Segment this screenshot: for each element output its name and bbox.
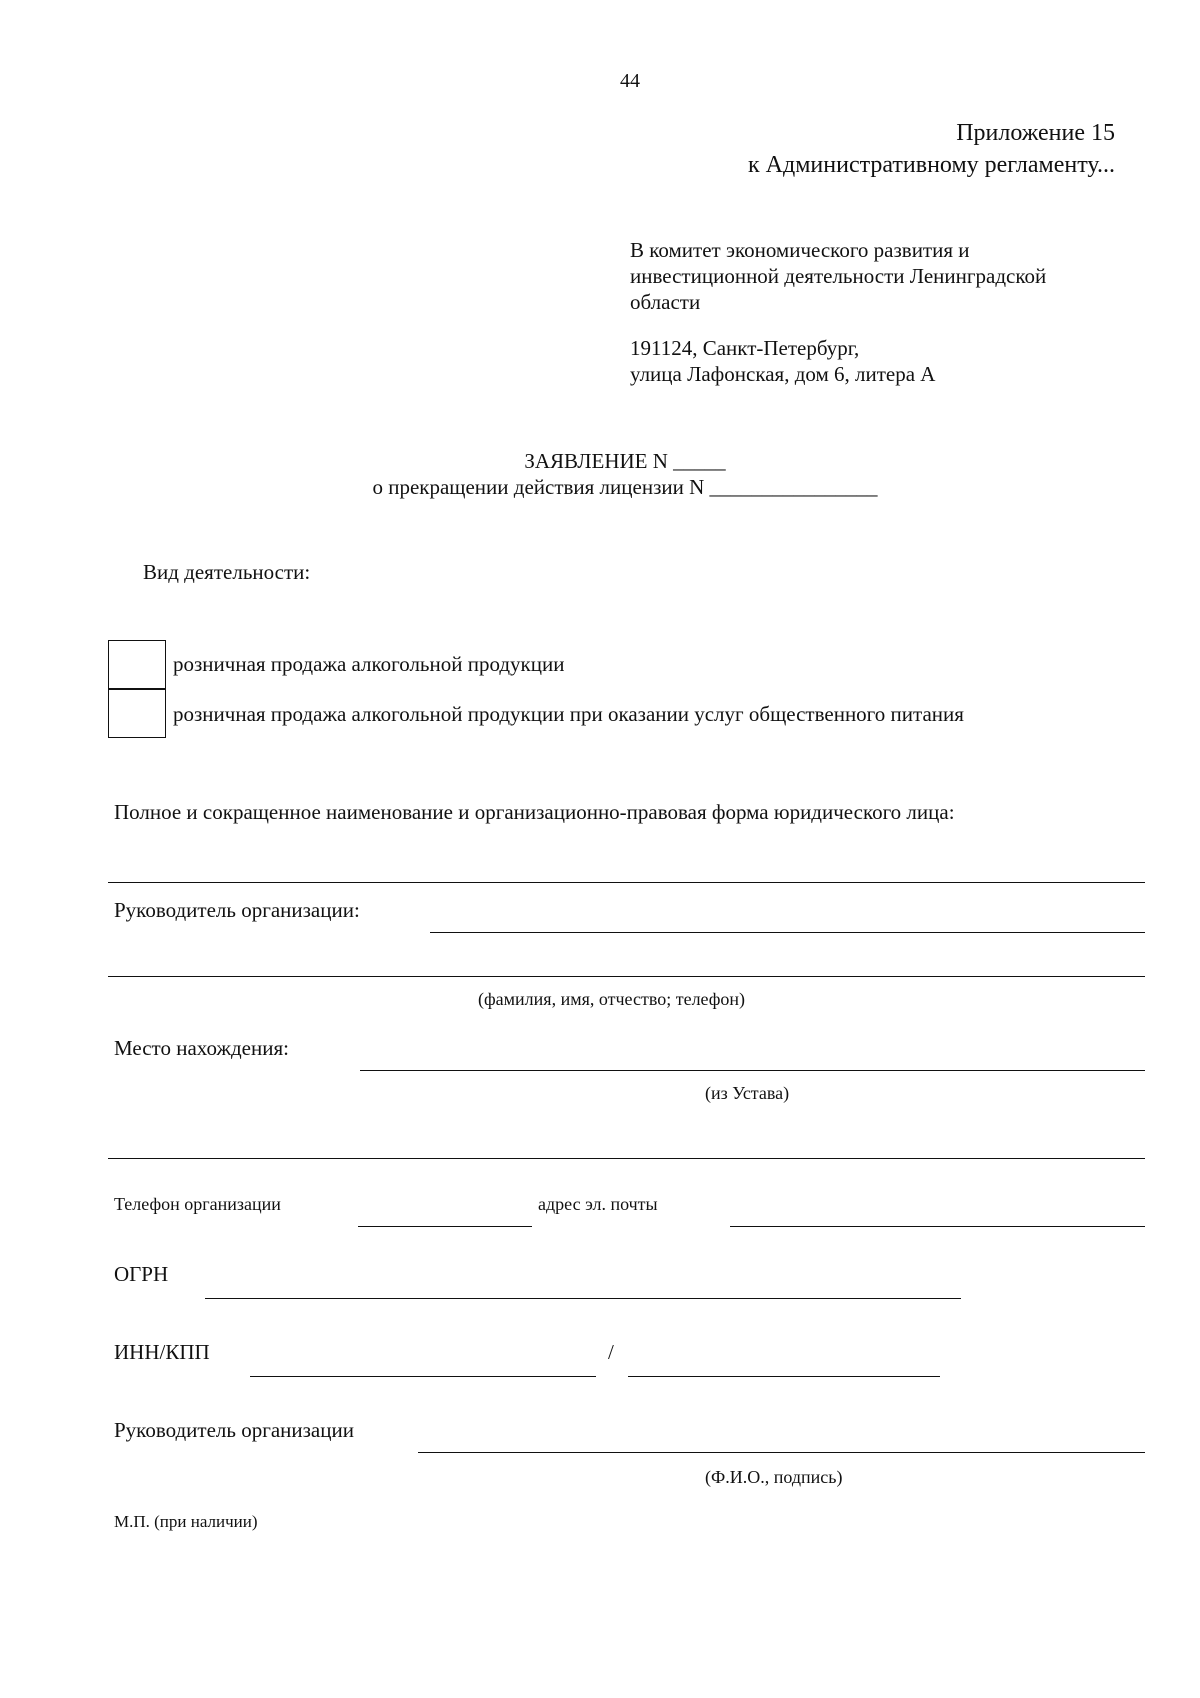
- ogrn-field[interactable]: [205, 1298, 961, 1299]
- org-name-field[interactable]: [108, 882, 1145, 883]
- recipient-address-1: 191124, Санкт-Петербург,: [630, 336, 860, 360]
- inn-field[interactable]: [250, 1376, 596, 1377]
- recipient-line-3: области: [630, 290, 701, 314]
- page-number: 44: [620, 70, 640, 92]
- inn-kpp-label: ИНН/КПП: [114, 1340, 210, 1364]
- recipient-address-2: улица Лафонская, дом 6, литера А: [630, 362, 936, 386]
- signature-field[interactable]: [418, 1452, 1145, 1453]
- appendix-subtitle: к Административному регламенту...: [748, 152, 1115, 178]
- org-name-label: Полное и сокращенное наименование и организационно-правовая форма юридического лица:: [114, 800, 955, 824]
- head-field[interactable]: [430, 932, 1145, 933]
- head-label: Руководитель организации:: [114, 898, 360, 922]
- recipient-line-2: инвестиционной деятельности Ленинградской: [630, 264, 1047, 288]
- email-field[interactable]: [730, 1226, 1145, 1227]
- location-label: Место нахождения:: [114, 1036, 289, 1060]
- location-field-continuation[interactable]: [108, 1158, 1145, 1159]
- recipient-line-1: В комитет экономического развития и: [630, 238, 970, 262]
- ogrn-label: ОГРН: [114, 1262, 169, 1286]
- activity-option-catering: розничная продажа алкогольной продукции при оказании услуг общественного питания: [173, 702, 964, 726]
- activity-option-retail: розничная продажа алкогольной продукции: [173, 652, 565, 676]
- signature-label: Руководитель организации: [114, 1418, 354, 1442]
- email-label: адрес эл. почты: [538, 1194, 658, 1214]
- phone-field[interactable]: [358, 1226, 532, 1227]
- head-field-continuation[interactable]: [108, 976, 1145, 977]
- application-subtitle: о прекращении действия лицензии N ________________: [372, 475, 878, 499]
- appendix-title: Приложение 15: [956, 120, 1115, 146]
- kpp-field[interactable]: [628, 1376, 940, 1377]
- activity-checkbox-catering[interactable]: [108, 688, 166, 738]
- inn-kpp-separator: /: [608, 1340, 614, 1364]
- activity-checkbox-retail[interactable]: [108, 640, 166, 690]
- phone-label: Телефон организации: [114, 1194, 281, 1214]
- stamp-label: М.П. (при наличии): [114, 1512, 258, 1531]
- signature-hint: (Ф.И.О., подпись): [705, 1467, 843, 1487]
- head-hint: (фамилия, имя, отчество; телефон): [478, 989, 746, 1009]
- location-field[interactable]: [360, 1070, 1145, 1071]
- location-hint: (из Устава): [705, 1083, 790, 1103]
- activity-label: Вид деятельности:: [143, 560, 311, 584]
- application-title: ЗАЯВЛЕНИЕ N _____: [524, 449, 726, 473]
